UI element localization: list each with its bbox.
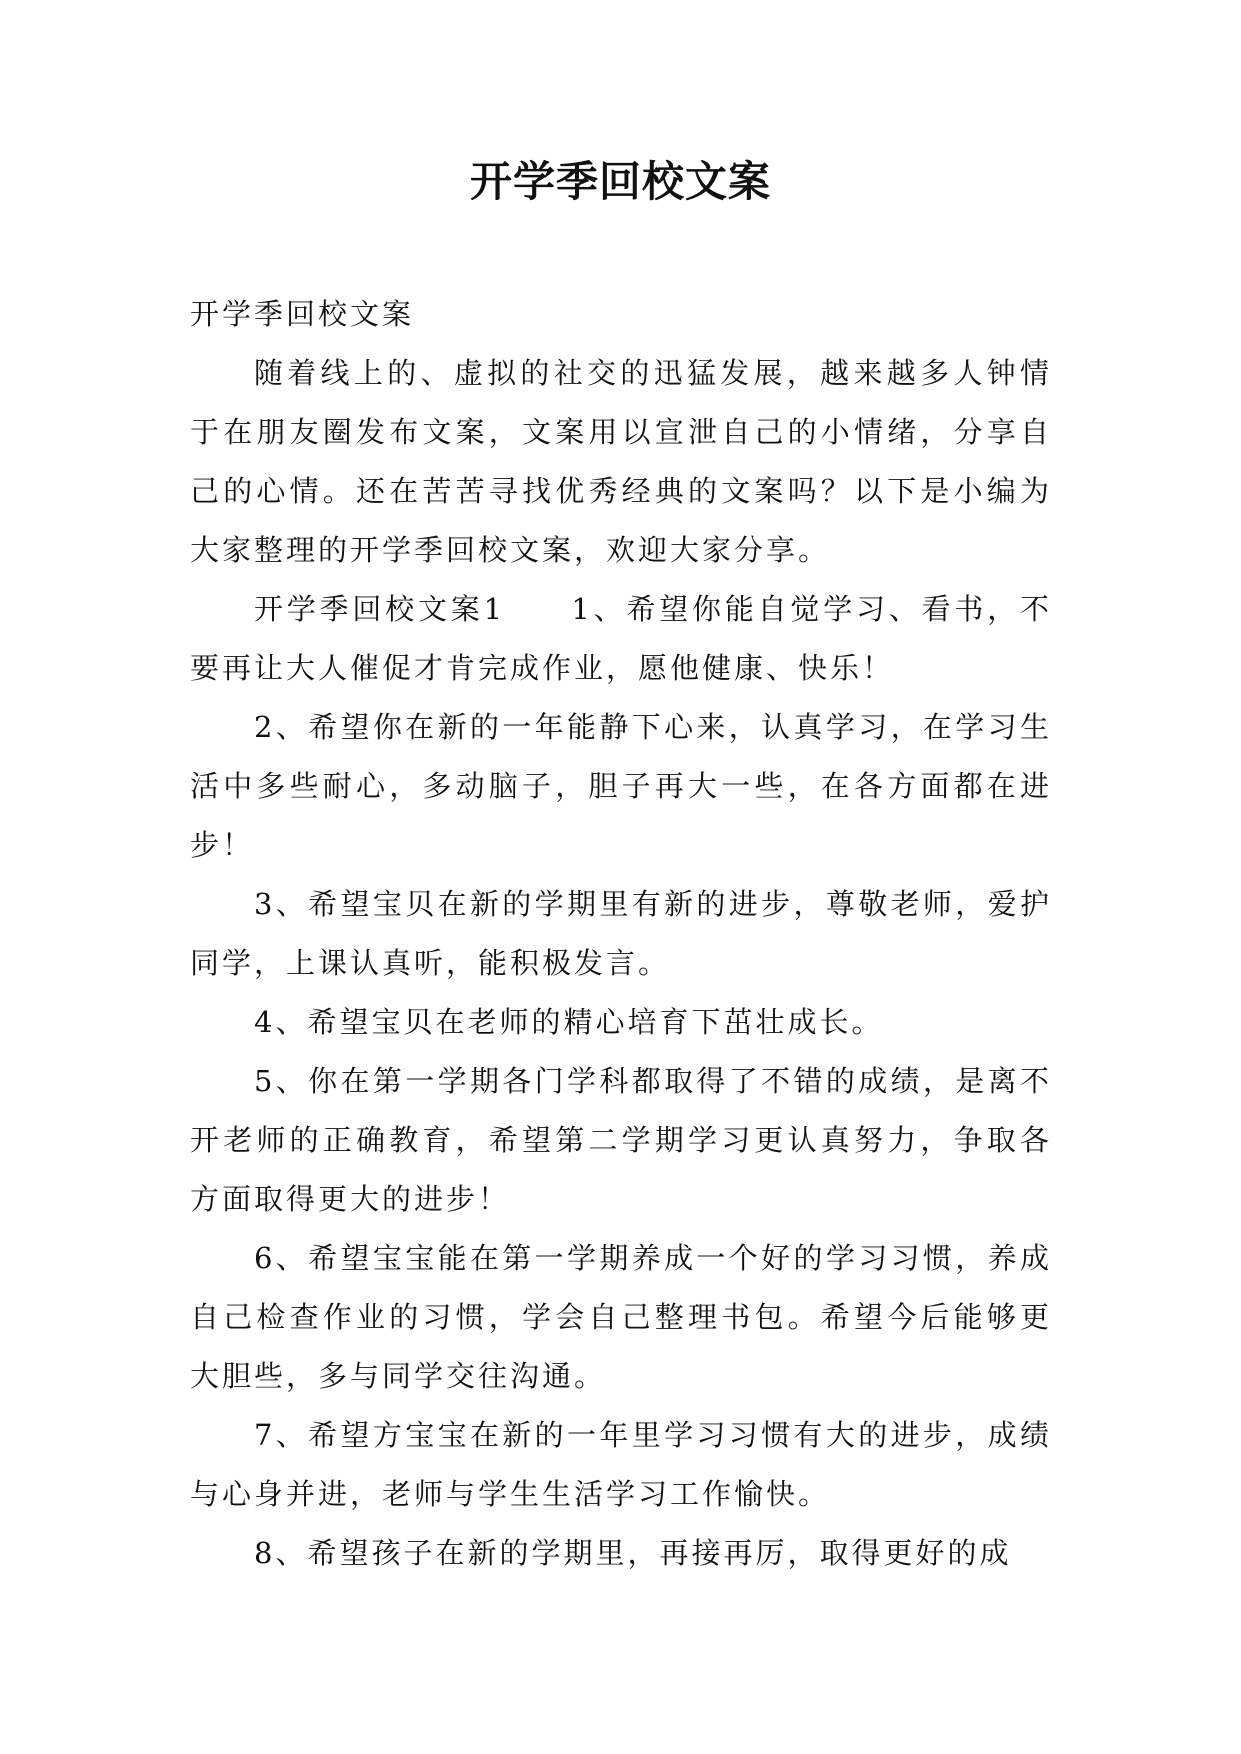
document-body xyxy=(190,285,1052,1583)
paragraph-intro: 随着线上的、虚拟的社交的迅猛发展，越来越多人钟情于在朋友圈发布文案，文案用以宣泄自己的小情绪，分享自己的心情。还在苦苦寻找优秀经典的文案吗？以下是小编为大家整理的开学季回校文案，欢迎大家分享。 xyxy=(190,356,1052,567)
document-title: 开学季回校文案 xyxy=(469,157,771,206)
paragraph-item-1: 开学季回校文案1 1、希望你能自觉学习、看书，不要再让大人催促才肯完成作业，愿他健康、快乐！ xyxy=(190,592,1052,685)
paragraph-item-7: 7、希望方宝宝在新的一年里学习习惯有大的进步，成绩与心身并进，老师与学生生活学习工作愉快。 xyxy=(190,1418,1052,1511)
paragraph-item-6: 6、希望宝宝能在第一学期养成一个好的学习习惯，养成自己检查作业的习惯，学会自己整理书包。希望今后能够更大胆些，多与同学交往沟通。 xyxy=(190,1241,1052,1393)
paragraph-item-8: 8、希望孩子在新的学期里，再接再厉，取得更好的成 xyxy=(254,1536,1012,1570)
paragraph-item-5: 5、你在第一学期各门学科都取得了不错的成绩，是离不开老师的正确教育，希望第二学期学习更认真努力，争取各方面取得更大的进步！ xyxy=(190,1064,1052,1216)
paragraph-item-4: 4、希望宝贝在老师的精心培育下茁壮成长。 xyxy=(254,1005,884,1039)
paragraph-item-3: 3、希望宝贝在新的学期里有新的进步，尊敬老师，爱护同学，上课认真听，能积极发言。 xyxy=(190,887,1052,980)
paragraph-item-2: 2、希望你在新的一年能静下心来，认真学习，在学习生活中多些耐心，多动脑子，胆子再大一些，在各方面都在进步！ xyxy=(190,710,1052,862)
paragraph-subtitle: 开学季回校文案 xyxy=(190,297,415,331)
